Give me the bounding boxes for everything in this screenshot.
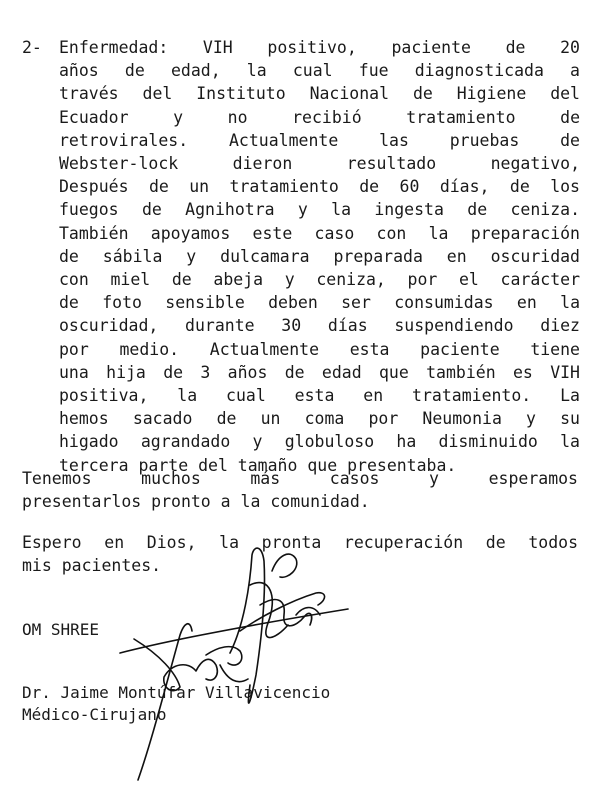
- text-line: Tenemos muchos más casos y esperamos: [22, 469, 578, 488]
- text-line: retrovirales. Actualmente las pruebas de: [59, 130, 580, 150]
- text-line: través del Instituto Nacional de Higiene del: [59, 84, 580, 104]
- signature-stroke: [240, 593, 325, 631]
- text-line: años de edad, la cual fue diagnosticada a: [59, 61, 580, 81]
- text-line: Espero en Dios, la pronta recuperación de todos: [22, 533, 578, 552]
- text-line: Después de un tratamiento de 60 días, de los: [59, 177, 580, 197]
- text-line: de sábila y dulcamara preparada en oscuridad: [59, 246, 580, 266]
- text-line: También apoyamos este caso con la preparación: [59, 223, 580, 243]
- signature-stroke: [220, 665, 248, 682]
- text-line: positiva, la cual esta en tratamiento. La: [59, 386, 580, 406]
- more-cases-paragraph: [22, 467, 578, 513]
- text-line: de foto sensible deben ser consumidas en la: [59, 293, 580, 313]
- signature-stroke: [250, 583, 288, 638]
- case-description: [59, 36, 580, 477]
- signature-stroke: [120, 609, 348, 653]
- signature-stroke: [260, 600, 312, 626]
- signature-stroke: [206, 647, 242, 665]
- text-line: mis pacientes.: [22, 556, 162, 576]
- text-line: presentarlos pronto a la comunidad.: [22, 492, 370, 512]
- text-line: hemos sacado de un coma por Neumonia y su: [59, 409, 580, 429]
- text-line: una hija de 3 años de edad que también es VIH: [59, 362, 580, 382]
- signer-title: Médico-Cirujano: [22, 705, 167, 724]
- signer-name: Dr. Jaime Montúfar Villavicencio: [22, 683, 331, 702]
- text-line: fuegos de Agnihotra y la ingesta de ceniza.: [59, 200, 580, 220]
- text-line: con miel de abeja y ceniza, por el carácter: [59, 270, 580, 290]
- text-line: tercera parte del tamaño que presentaba.: [59, 455, 457, 475]
- item-number: 2-: [22, 38, 42, 57]
- wishes-paragraph: [22, 531, 578, 577]
- salutation: OM SHREE: [22, 620, 100, 639]
- signature-stroke: [296, 608, 320, 616]
- text-line: oscuridad, durante 30 días suspendiendo diez: [59, 316, 580, 336]
- text-line: por medio. Actualmente esta paciente tiene: [59, 339, 580, 359]
- text-line: Webster-lock dieron resultado negativo,: [59, 154, 580, 174]
- text-line: higado agrandado y globuloso ha disminuido la: [59, 432, 580, 452]
- text-line: Ecuador y no recibió tratamiento de: [59, 107, 580, 127]
- case-item-2: [22, 36, 582, 477]
- text-line: Enfermedad: VIH positivo, paciente de 20: [59, 38, 580, 57]
